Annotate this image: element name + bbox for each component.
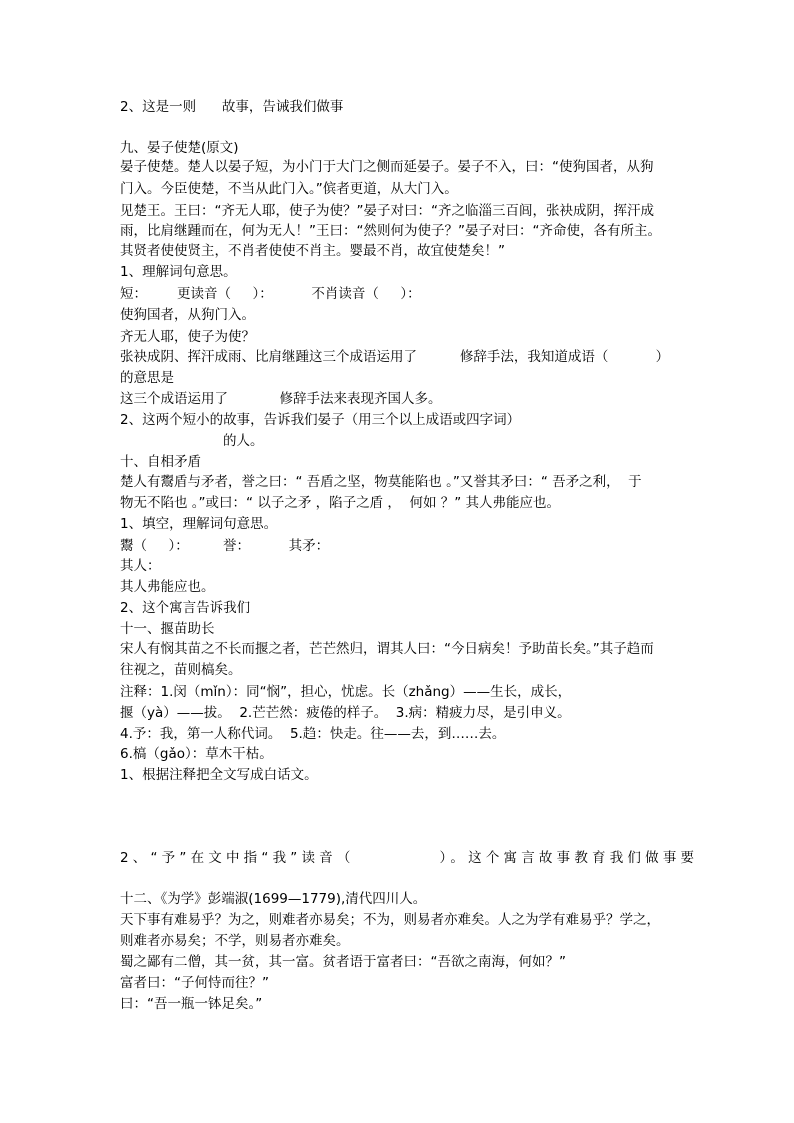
question-line: 1、根据注释把全文写成白话文。 <box>120 767 318 783</box>
note-line: 6.槁（gǎo）：草木干枯。 <box>120 746 273 762</box>
section-12-title: 十二、《为学》彭端淑(1699—1779),清代四川人。 <box>120 891 427 907</box>
question-line: 1、填空，理解词句意思。 <box>120 516 278 532</box>
question-line: 张袂成阴、挥汗成雨、比肩继踵这三个成语运用了 修辞手法，我知道成语（ ） <box>120 349 670 365</box>
note-line: 4.予：我，第一人称代词。 5.趋：快走。往——去，到……去。 <box>120 726 506 742</box>
text-line: 蜀之鄙有二僧，其一贫，其一富。贫者语于富者曰：“吾欲之南海，何如？” <box>120 954 566 970</box>
question-line: 其人： <box>120 558 161 574</box>
text-line: 曰：“吾一瓶一钵足矣。” <box>120 996 263 1012</box>
text-line: 晏子使楚。楚人以晏子短，为小门于大门之侧而延晏子。晏子不入，曰：“使狗国者，从狗 <box>120 159 654 175</box>
question-line: 齐无人耶，使子为使？ <box>120 329 255 345</box>
text-line: 楚人有鬻盾与矛者，誉之曰：“ 吾盾之坚，物莫能陷也 。”又誉其矛曰：“ 吾矛之利， 于 <box>120 474 642 490</box>
line-q2-story-type: 2、这是一则 故事，告诫我们做事 <box>120 99 344 115</box>
section-10-title: 十、自相矛盾 <box>120 454 201 470</box>
question-line: 的意思是 <box>120 370 174 386</box>
question-line: 使狗国者，从狗门入。 <box>120 307 255 323</box>
question-line: 的人。 <box>120 433 264 449</box>
text-line: 门入。今臣使楚，不当从此门入。”傧者更道，从大门入。 <box>120 181 458 197</box>
note-line: 注释：1.闵（mǐn）：同“悯”，担心，忧虑。长（zhǎng）——生长，成长， <box>120 684 572 700</box>
question-line: 2、这个寓言告诉我们 <box>120 600 251 616</box>
question-line: 鬻（ ）： 誉： 其矛： <box>120 538 330 554</box>
text-line: 宋人有悯其苗之不长而揠之者，芒芒然归，谓其人曰：“今日病矣！予助苗长矣。”其子趋而 <box>120 641 654 657</box>
section-11-title: 十一、揠苗助长 <box>120 621 215 637</box>
note-line: 揠（yà）——拔。 2.芒芒然：疲倦的样子。 3.病：精疲力尽，是引申义。 <box>120 705 571 721</box>
text-line: 往视之，苗则槁矣。 <box>120 662 242 678</box>
question-line-spaced: 2、“予”在文中指“我”读音（ ）。这个寓言故事教育我们做事要 <box>120 850 699 866</box>
text-line: 则难者亦易矣；不学，则易者亦难矣。 <box>120 933 350 949</box>
question-line: 这三个成语运用了 修辞手法来表现齐国人多。 <box>120 391 442 407</box>
section-9-title: 九、晏子使楚(原文) <box>120 140 239 156</box>
question-line: 其人弗能应也。 <box>120 579 215 595</box>
question-line: 1、理解词句意思。 <box>120 264 237 280</box>
text-line: 雨，比肩继踵而在，何为无人！”王曰：“然则何为使子？”晏子对曰：“齐命使，各有所主。 <box>120 223 661 239</box>
question-line: 2、这两个短小的故事，告诉我们晏子（用三个以上成语或四字词） <box>120 412 521 428</box>
text-line: 见楚王。王曰：“齐无人耶，使子为使？”晏子对曰：“齐之临淄三百闾，张袂成阴，挥汗成 <box>120 203 654 219</box>
text-line: 天下事有难易乎？为之，则难者亦易矣；不为，则易者亦难矣。人之为学有难易乎？学之， <box>120 912 660 928</box>
text-line: 富者曰：“子何恃而往？” <box>120 975 269 991</box>
text-line: 其贤者使使贤主，不肖者使使不肖主。婴最不肖，故宜使楚矣！” <box>120 243 505 259</box>
text-line: 物无不陷也 。”或曰：“ 以子之矛 ，陷子之盾 ， 何如 ？” 其人弗能应也。 <box>120 495 561 511</box>
question-line: 短： 更读音（ ）： 不肖读音（ ）： <box>120 286 421 302</box>
